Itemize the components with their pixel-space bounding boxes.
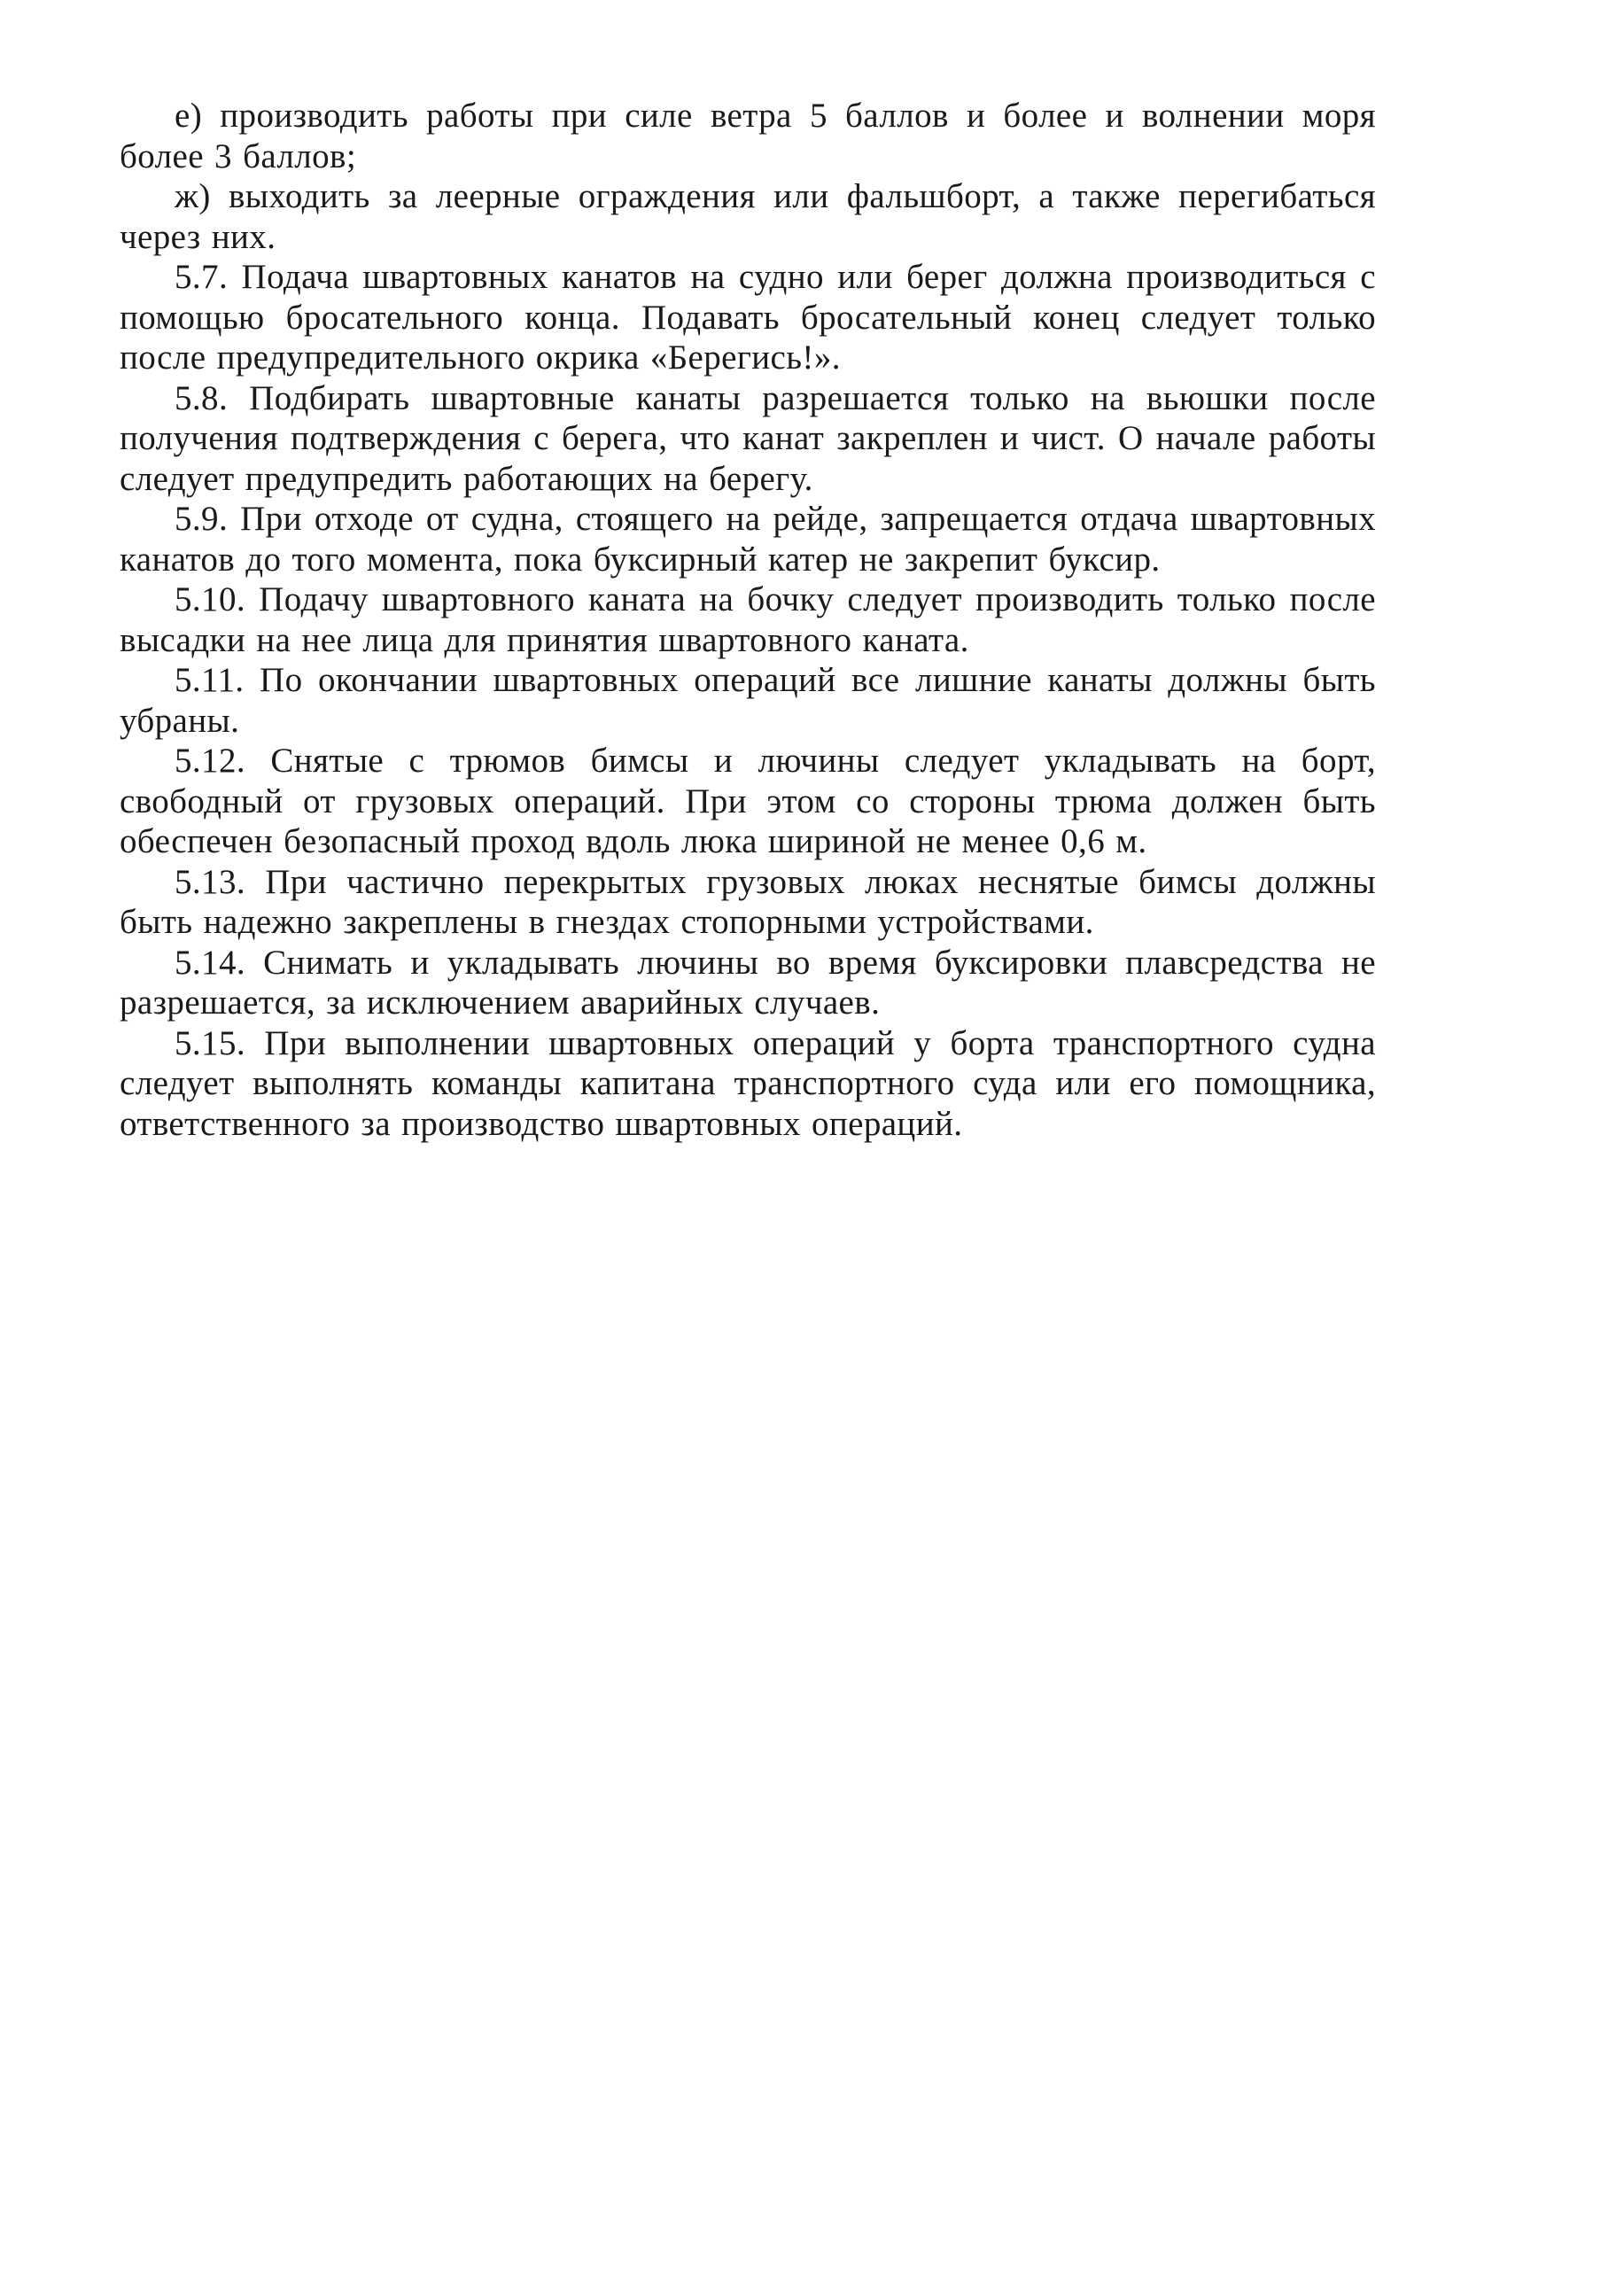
body-text (120, 96, 1376, 1144)
paragraph-5-7: 5.7. Подача швартовных канатов на судно или берег должна производиться с помощью бросательного конца. Подавать бросательный конец следует только после предупредительного окрика «Берегись!». (120, 258, 1376, 377)
paragraph-item-e: е) производить работы при силе ветра 5 баллов и более и волнении моря более 3 баллов; (120, 97, 1376, 175)
paragraph-5-8: 5.8. Подбирать швартовные канаты разрешается только на вьюшки после получения подтверждения с берега, что канат закреплен и чист. О начале работы следует предупредить работающих на берегу. (120, 378, 1376, 498)
paragraph-5-14: 5.14. Снимать и укладывать лючины во время буксировки плавсредства не разрешается, за исключением аварийных случаев. (120, 943, 1376, 1022)
paragraph-5-13: 5.13. При частично перекрытых грузовых люках неснятые бимсы должны быть надежно закреплены в гнездах стопорными устройствами. (120, 862, 1376, 941)
paragraph-5-12: 5.12. Снятые с трюмов бимсы и лючины следует укладывать на борт, свободный от грузовых операций. При этом со стороны трюма должен быть обеспечен безопасный проход вдоль люка шириной не менее 0,6 м. (120, 742, 1376, 860)
paragraph-5-10: 5.10. Подачу швартовного каната на бочку следует производить только после высадки на нее лица для принятия швартовного каната. (120, 580, 1376, 659)
paragraph-item-zh: ж) выходить за леерные ограждения или фальшборт, а также перегибаться через них. (120, 177, 1376, 256)
paragraph-5-11: 5.11. По окончании швартовных операций все лишние канаты должны быть убраны. (120, 661, 1376, 740)
paragraph-5-15: 5.15. При выполнении швартовных операций у борта транспортного судна следует выполнять команды капитана транспортного суда или его помощника, ответственного за производство швартовных операций. (120, 1023, 1376, 1143)
paragraph-5-9: 5.9. При отходе от судна, стоящего на рейде, запрещается отдача швартовных канатов до того момента, пока буксирный катер не закрепит буксир. (120, 500, 1376, 579)
